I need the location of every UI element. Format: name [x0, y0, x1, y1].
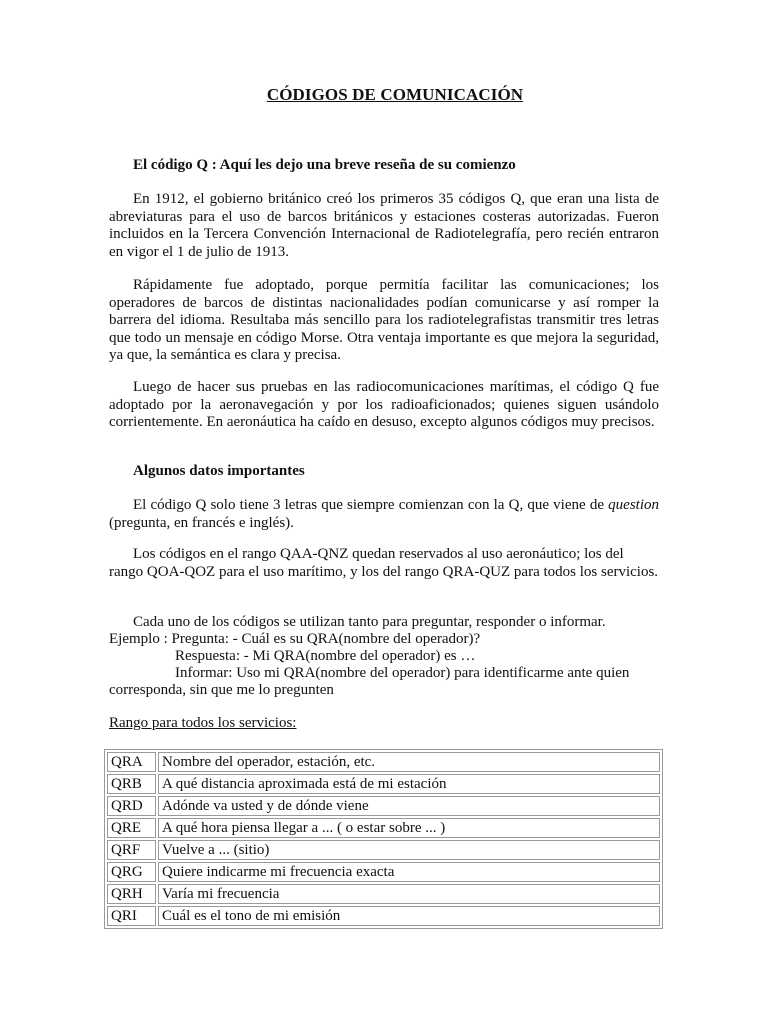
q-origin-text: El código Q solo tiene 3 letras que siempre comienzan con la Q, que viene de	[133, 497, 609, 513]
q-origin-text-end: (pregunta, en francés e inglés).	[109, 514, 294, 531]
intro-subtitle: El código Q : Aquí les dejo una breve reseña de su comienzo	[133, 157, 516, 173]
table-row	[107, 818, 660, 838]
table-row	[107, 774, 660, 794]
table-row	[107, 796, 660, 816]
paragraph-ranges: Los códigos en el rango QAA-QNZ quedan reservados al uso aeronáutico; los del rango QOA-QOZ para el uso marítimo, y los del rango QRA-QUZ para todos los servicios.	[109, 546, 659, 580]
paragraph-q-origin	[109, 497, 659, 532]
example-answer: Respuesta: - Mi QRA(nombre del operador) es …	[175, 648, 476, 664]
code-cell: QRE	[107, 818, 156, 838]
paragraph-adoption: Rápidamente fue adoptado, porque permitía facilitar las comunicaciones; los operadores de barcos de distintas nacionalidades podían comunicarse y así romper la barrera del idioma. Resultaba más sencillo para los radiotelegrafistas transmitir tres letras que todo un mensaje en código Morse. Otra ventaja importante es que mejora la seguridad, ya que, la semántica es clara y precisa.	[109, 277, 659, 363]
q-codes-table	[104, 749, 663, 929]
q-origin-italic-word: question	[608, 497, 659, 513]
usage-line: Cada uno de los códigos se utilizan tanto para preguntar, responder o informar.	[133, 614, 606, 630]
code-cell: QRA	[107, 752, 156, 772]
meaning-cell: Varía mi frecuencia	[158, 884, 660, 904]
table-row	[107, 840, 660, 860]
code-cell: QRF	[107, 840, 156, 860]
document-title: CÓDIGOS DE COMUNICACIÓN	[266, 85, 524, 104]
code-cell: QRG	[107, 862, 156, 882]
table-row	[107, 862, 660, 882]
section-heading: Algunos datos importantes	[133, 463, 305, 479]
code-cell: QRB	[107, 774, 156, 794]
meaning-cell: Adónde va usted y de dónde viene	[158, 796, 660, 816]
paragraph-usage-history: Luego de hacer sus pruebas en las radiocomunicaciones marítimas, el código Q fue adoptado por la aeronavegación y por los radioaficionados; quienes siguen usándolo corrientemente. En aeronáutica ha caído en desuso, excepto algunos códigos muy precisos.	[109, 379, 659, 430]
meaning-cell: A qué hora piensa llegar a ... ( o estar sobre ... )	[158, 818, 660, 838]
table-row	[107, 906, 660, 926]
meaning-cell: Quiere indicarme mi frecuencia exacta	[158, 862, 660, 882]
meaning-cell: Cuál es el tono de mi emisión	[158, 906, 660, 926]
example-inform: Informar: Uso mi QRA(nombre del operador) para identificarme ante quien	[175, 665, 630, 681]
table-row	[107, 884, 660, 904]
paragraph-history: En 1912, el gobierno británico creó los primeros 35 códigos Q, que eran una lista de abreviaturas para el uso de barcos británicos y estaciones costeras autorizadas. Fueron incluidos en la Tercera Convención Internacional de Radiotelegrafía, pero recién entraron en vigor el 1 de julio de 1913.	[109, 191, 659, 260]
code-cell: QRH	[107, 884, 156, 904]
table-row	[107, 752, 660, 772]
example-inform-continued: corresponda, sin que me lo pregunten	[109, 682, 334, 698]
meaning-cell: Vuelve a ... (sitio)	[158, 840, 660, 860]
code-cell: QRD	[107, 796, 156, 816]
meaning-cell: Nombre del operador, estación, etc.	[158, 752, 660, 772]
table-heading: Rango para todos los servicios:	[109, 715, 297, 731]
meaning-cell: A qué distancia aproximada está de mi estación	[158, 774, 660, 794]
example-question: Ejemplo : Pregunta: - Cuál es su QRA(nombre del operador)?	[109, 631, 481, 647]
code-cell: QRI	[107, 906, 156, 926]
